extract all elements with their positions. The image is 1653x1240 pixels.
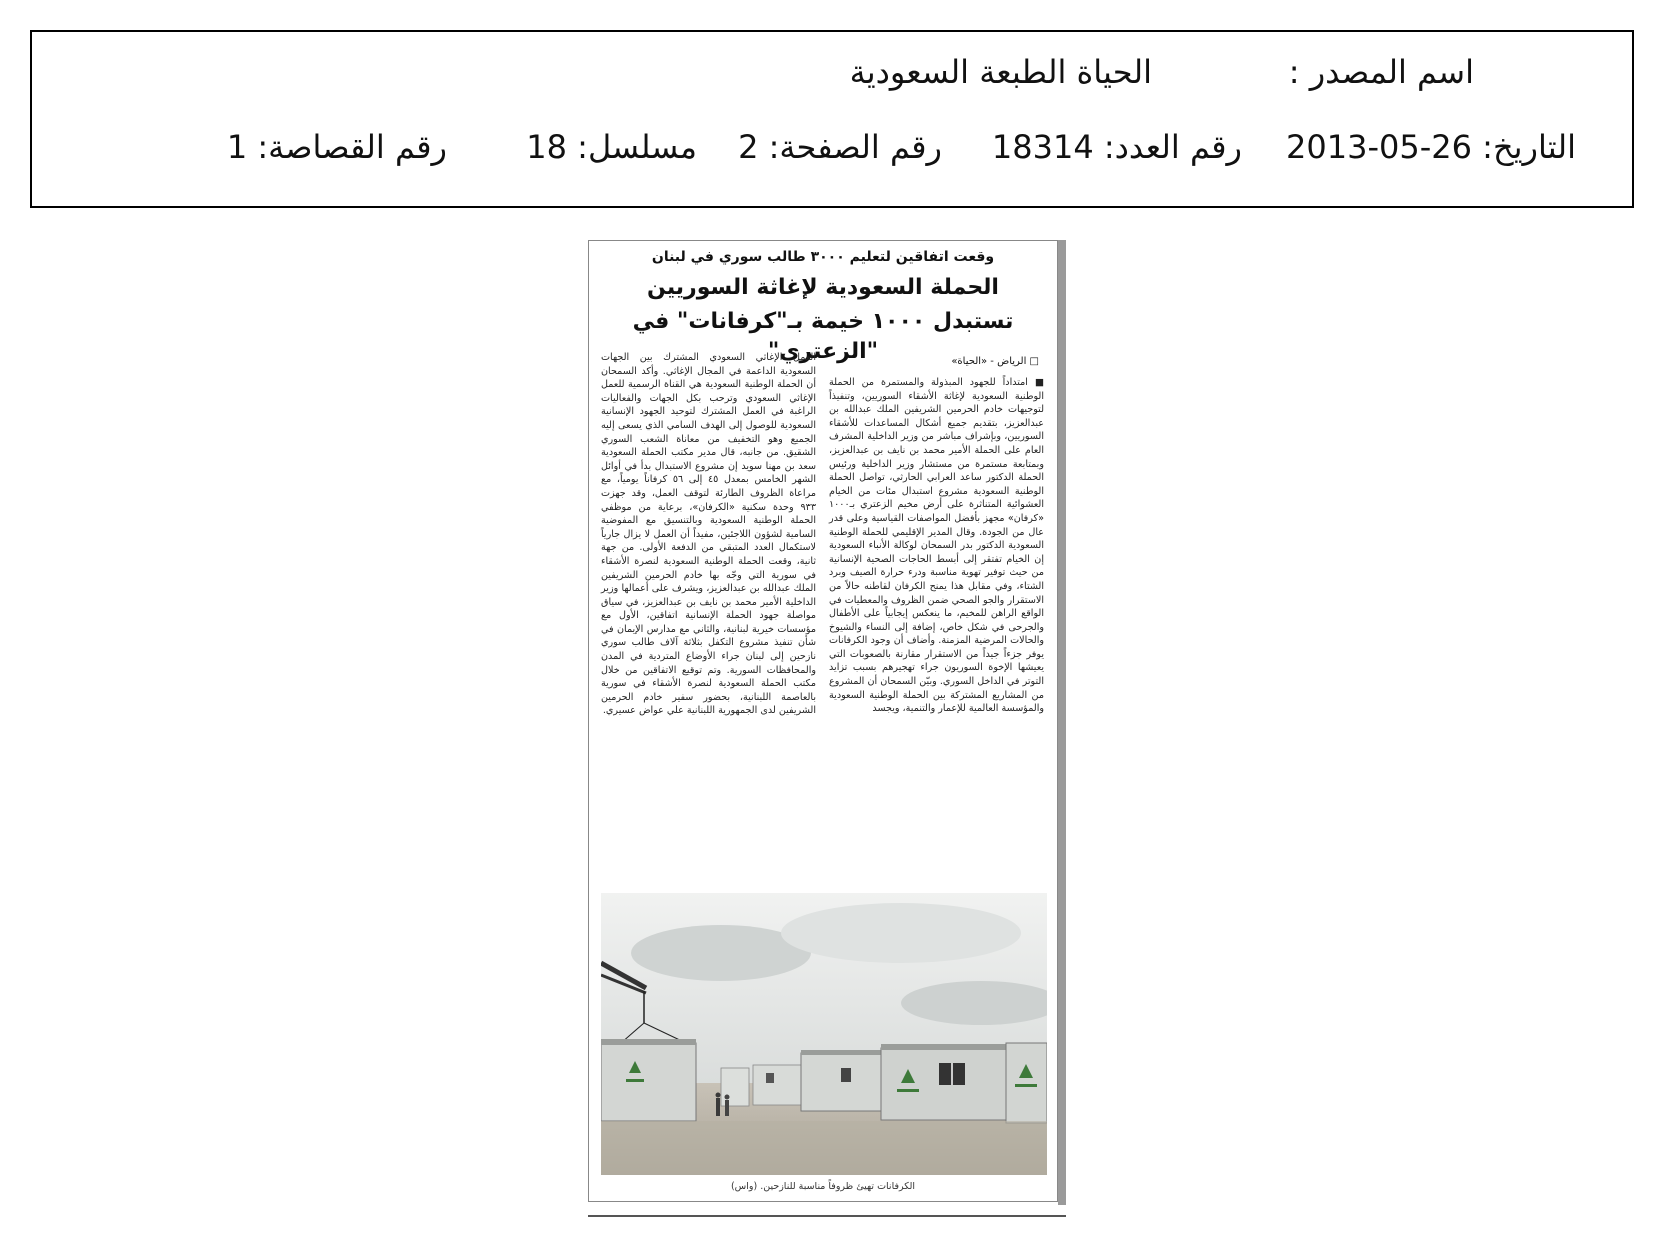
date-field: التاريخ: 26-05-2013 xyxy=(1286,128,1576,166)
caravans-photo xyxy=(601,893,1047,1175)
newspaper-clipping xyxy=(588,240,1066,1240)
clipping-frame xyxy=(588,240,1058,1202)
source-label: اسم المصدر : xyxy=(1288,53,1474,91)
serial-field: مسلسل: 18 xyxy=(526,128,697,166)
clipping-bottom-rule xyxy=(588,1215,1066,1217)
issue-number-field: رقم العدد: 18314 xyxy=(991,128,1242,166)
source-value: الحياة الطبعة السعودية xyxy=(849,53,1152,91)
article-column-right: ■ امتداداً للجهود المبذولة والمستمرة من الحملة الوطنية السعودية لإغاثة الأشقاء السوريين، وتنفيذاً لتوجيهات خادم الحرمين الشريفين الملك عبدالله بن عبدالعزيز، بتقديم جميع أشكال المساعدات للأشقاء السوريين، وبإشراف مباشر من وزير الداخلية المشرف العام على الحملة الأمير محمد بن نايف بن عبدالعزيز، وبمتابعة مستمرة من مستشار وزير الداخلية ورئيس الحملة الدكتور ساعد العرابي الحارثي، تواصل الحملة الوطنية السعودية مشروع استبدال مئات من الخيام العشوائية المتناثرة على أرض مخيم الزعتري بـ١٠٠٠ «كرفان» مجهز بأفضل المواصفات القياسية وعلى قدر عال من الجودة. وقال المدير الإقليمي للحملة الوطنية السعودية الدكتور بدر السمحان لوكالة الأنباء السعودية إن الخيام تفتقر إلى أبسط الحاجات الصحية الإنسانية من حيث توفير تهوية مناسبة ودرء حرارة الصيف وبرد الشتاء، وفي مقابل هذا يمنح الكرفان لقاطنه حالاً من الاستقرار والجو الصحي ضمن الظروف والمعطيات في الواقع الراهن للمخيم، ما ينعكس إيجابياً على الأطفال والجرحى في شكل خاص، إضافة إلى النساء والشيوخ والحالات المرضية المزمنة. وأضاف أن وجود الكرفانات يوفر جزءاً جيداً من الاستقرار مقارنة بالصعوبات التي يعيشها الإخوة السوريون جراء تهجيرهم بسبب تزايد التوتر في الداخل السوري. وبيّن السمحان أن المشروع من المشاريع المشتركة بين الحملة الوطنية السعودية والمؤسسة العالمية للإعمار والتنمية، ويجسد xyxy=(829,377,1044,715)
photo-caption: الكرفانات تهيئ ظروفاً مناسبة للنازحين. (واس) xyxy=(730,1181,916,1192)
article-pretitle: وقعت اتفاقين لتعليم ٣٠٠٠ طالب سوري في لبنان xyxy=(651,249,995,265)
article-byline: □ الرياض - «الحياة» xyxy=(951,356,1039,367)
page-number-field: رقم الصفحة: 2 xyxy=(738,128,942,166)
caravans-photo-illustration xyxy=(601,893,1047,1175)
clip-number-field: رقم القصاصة: 1 xyxy=(226,128,447,166)
article-column-left: العمل الإغاثي السعودي المشترك بين الجهات السعودية الداعمة في المجال الإغاثي. وأكد السمحان أن الحملة الوطنية السعودية هي القناة الرسمية للعمل الإغاثي السعودي وترحب بكل الجهات والفعاليات الراغبة في العمل المشترك لتوحيد الجهود الإنسانية السعودية للوصول إلى الهدف السامي الذي يسعى إليه الجميع وهو التخفيف من معاناة الشعب السوري الشقيق. من جانبه، قال مدير مكتب الحملة السعودية سعد بن مهنا سويد إن مشروع الاستبدال بدأ في أوائل الشهر الخامس بمعدل ٤٥ إلى ٥٦ كرفاناً يومياً، مع مراعاة الظروف الطارئة لتوقف العمل، وقد جهزت ٩٣٣ وحدة سكنية «الكرفان»، برعاية من موظفي الحملة الوطنية السعودية وبالتنسيق مع المفوضية السامية لشؤون اللاجئين، مفيداً أن العمل لا يزال جارياً لاستكمال العدد المتبقي من الدفعة الأولى. من جهة ثانية، وقعت الحملة الوطنية السعودية لنصرة الأشقاء في سورية التي وجّه بها خادم الحرمين الشريفين الملك عبدالله بن عبدالعزيز، ويشرف على أعمالها وزير الداخلية الأمير محمد بن نايف بن عبدالعزيز، في سياق مواصلة جهود الحملة الإنسانية اتفاقين، الأول مع مؤسسات خيرية لبنانية، والثاني مع مدارس الإيمان في شأن تنفيذ مشروع التكفل بثلاثة آلاف طالب سوري نازحين إلى لبنان جراء الأوضاع المتردية في المدن والمحافظات السورية. وتم توقيع الاتفاقين من خلال مكتب الحملة السعودية لنصرة الأشقاء في سورية بالعاصمة اللبنانية، بحضور سفير خادم الحرمين الشريفين لدى الجمهورية اللبنانية علي عواض عسيري. xyxy=(601,352,817,717)
source-info-box xyxy=(30,30,1634,208)
clipping-shadow xyxy=(1058,240,1066,1205)
article-headline-1: الحملة السعودية لإغاثة السوريين xyxy=(647,275,999,300)
article-headline-2: تستبدل ١٠٠٠ خيمة بـ"كرفانات" في "الزعتري" xyxy=(632,309,1014,364)
